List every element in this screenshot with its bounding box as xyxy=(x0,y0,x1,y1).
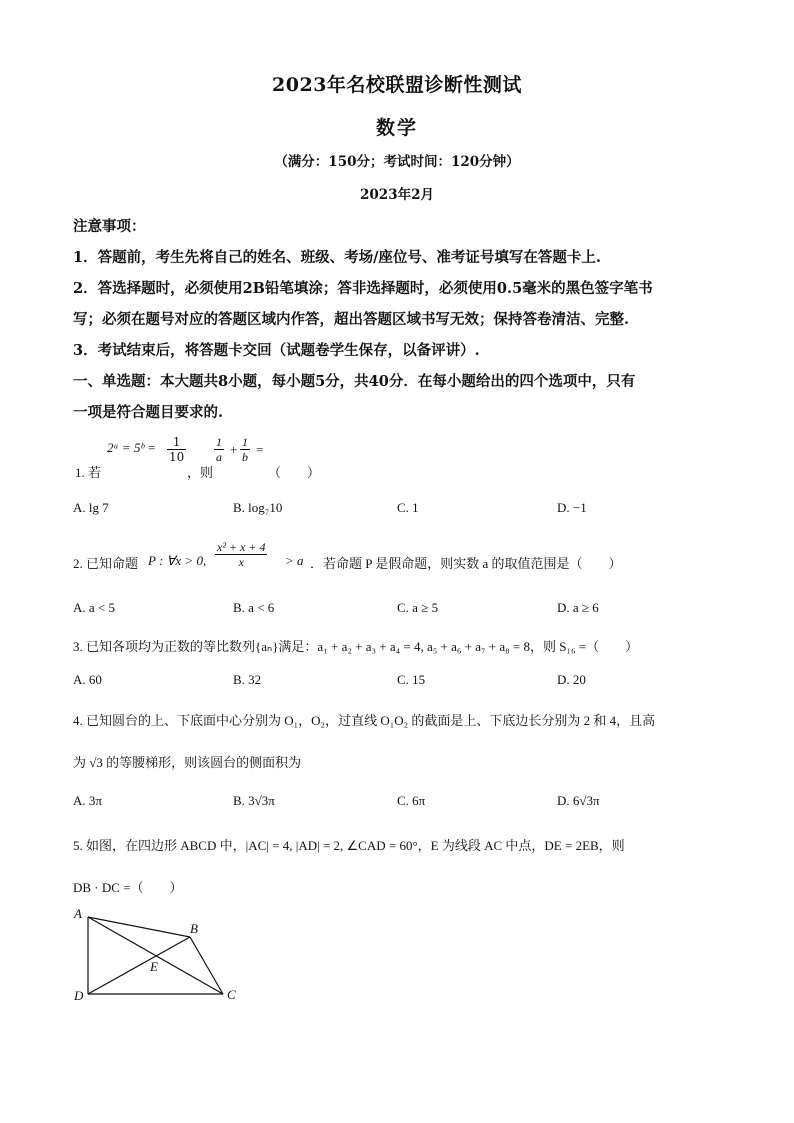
q1-eq: = xyxy=(256,442,264,457)
q1-frac-b-num: 1 xyxy=(242,435,248,449)
q1-frac-b xyxy=(240,435,250,464)
point-label-e: E xyxy=(150,959,158,974)
edge-bc xyxy=(190,937,223,994)
q4-option-a: A. 3π xyxy=(73,793,102,808)
edge-ab xyxy=(88,917,190,937)
section-line-2: 一项是符合题目要求的. xyxy=(73,404,224,421)
section-line-1: 一、单选题：本大题共8小题，每小题5分，共40分．在每小题给出的四个选项中，只有 xyxy=(73,373,636,390)
notice-item-2b: 写；必须在题号对应的答题区域内作答，超出答题区域书写无效；保持答卷清洁、完整. xyxy=(73,311,630,328)
q1-option-b: B. log₇10 xyxy=(233,500,283,515)
q4-option-b: B. 3√3π xyxy=(233,793,275,808)
q3-option-b: B. 32 xyxy=(233,672,262,687)
q4-line-1: 4. 已知圆台的上、下底面中心分别为 O₁，O₂，过直线 O₁O₂ 的截面是上、下底边长分别为 2 和 4，且高 xyxy=(73,713,656,728)
notice-item-1: 1．答题前，考生先将自己的姓名、班级、考场/座位号、准考证号填写在答题卡上. xyxy=(73,249,601,266)
q1-option-d: D. −1 xyxy=(557,500,587,515)
notice-item-2a: 2．答选择题时，必须使用2B铅笔填涂；答非选择题时，必须使用0.5毫米的黑色签字笔书 xyxy=(73,280,653,297)
q4-option-c: C. 6π xyxy=(397,793,426,808)
q1-expr: 2ᵃ = 5ᵇ = xyxy=(107,440,156,455)
point-label-d: D xyxy=(74,988,84,1003)
q1-frac-a-num: 1 xyxy=(216,435,222,449)
notice-item-3: 3．考试结束后，将答题卡交回（试题卷学生保存，以备评讲）. xyxy=(73,342,480,359)
q1-frac-a-den: a xyxy=(216,450,222,464)
notice-heading: 注意事项： xyxy=(73,218,146,235)
point-label-a: A xyxy=(74,906,82,921)
q3-text: 3. 已知各项均为正数的等比数列{aₙ}满足：a₁ + a₂ + a₃ + a₄ = 4, a₅ + a₆ + a₇ + a₈ = 8，则 S₁₆ =（ ） xyxy=(73,639,639,654)
q1-plus: + xyxy=(230,442,238,457)
q1-option-a: A. lg 7 xyxy=(73,500,109,515)
q3-option-c: C. 15 xyxy=(397,672,426,687)
q2-suffix: ．若命题 P 是假命题，则实数 a 的取值范围是（ ） xyxy=(310,556,622,571)
q1-fraction xyxy=(167,435,186,464)
q1-middle: ，则 xyxy=(187,465,214,480)
q5-line-1: 5. 如图，在四边形 ABCD 中，|AC| = 4, |AD| = 2, ∠CAD = 60°，E 为线段 AC 中点，DE = 2EB，则 xyxy=(73,838,625,853)
q2-option-b: B. a < 6 xyxy=(233,600,275,615)
q1-frac-den: 10 xyxy=(169,450,185,464)
q3-option-a: A. 60 xyxy=(73,672,102,687)
exam-title: 2023年名校联盟诊断性测试 xyxy=(272,74,522,96)
q2-fraction xyxy=(215,540,267,569)
q1-frac-b-den: b xyxy=(242,450,248,464)
point-label-c: C xyxy=(227,987,236,1002)
subject-title: 数学 xyxy=(375,117,418,139)
q4-line-2: 为 √3 的等腰梯形，则该圆台的侧面积为 xyxy=(73,755,302,770)
q1-frac-num: 1 xyxy=(167,435,186,450)
q2-prefix: 2. 已知命题 xyxy=(73,556,139,571)
q2-option-c: C. a ≥ 5 xyxy=(397,600,439,615)
q5-quadrilateral-figure xyxy=(70,905,250,1005)
q1-frac-a xyxy=(214,435,224,464)
q2-p-expr: P : ∀x > 0, xyxy=(148,553,207,568)
q2-option-d: D. a ≥ 6 xyxy=(557,600,599,615)
q3-option-d: D. 20 xyxy=(557,672,586,687)
q1-paren: （ ） xyxy=(268,465,321,480)
q2-frac-num: x² + x + 4 xyxy=(217,540,266,554)
exam-date: 2023年2月 xyxy=(360,187,434,203)
q2-option-a: A. a < 5 xyxy=(73,600,115,615)
point-label-b: B xyxy=(190,921,198,936)
q2-frac-den: x xyxy=(238,555,244,569)
q2-gt: > a xyxy=(285,553,304,568)
q5-line-2: DB · DC =（ ） xyxy=(73,880,183,895)
q4-option-d: D. 6√3π xyxy=(557,793,600,808)
score-time: （满分：150分；考试时间：120分钟） xyxy=(274,154,520,170)
q1-option-c: C. 1 xyxy=(397,500,419,515)
q1-prefix: 1. 若 xyxy=(75,465,102,480)
